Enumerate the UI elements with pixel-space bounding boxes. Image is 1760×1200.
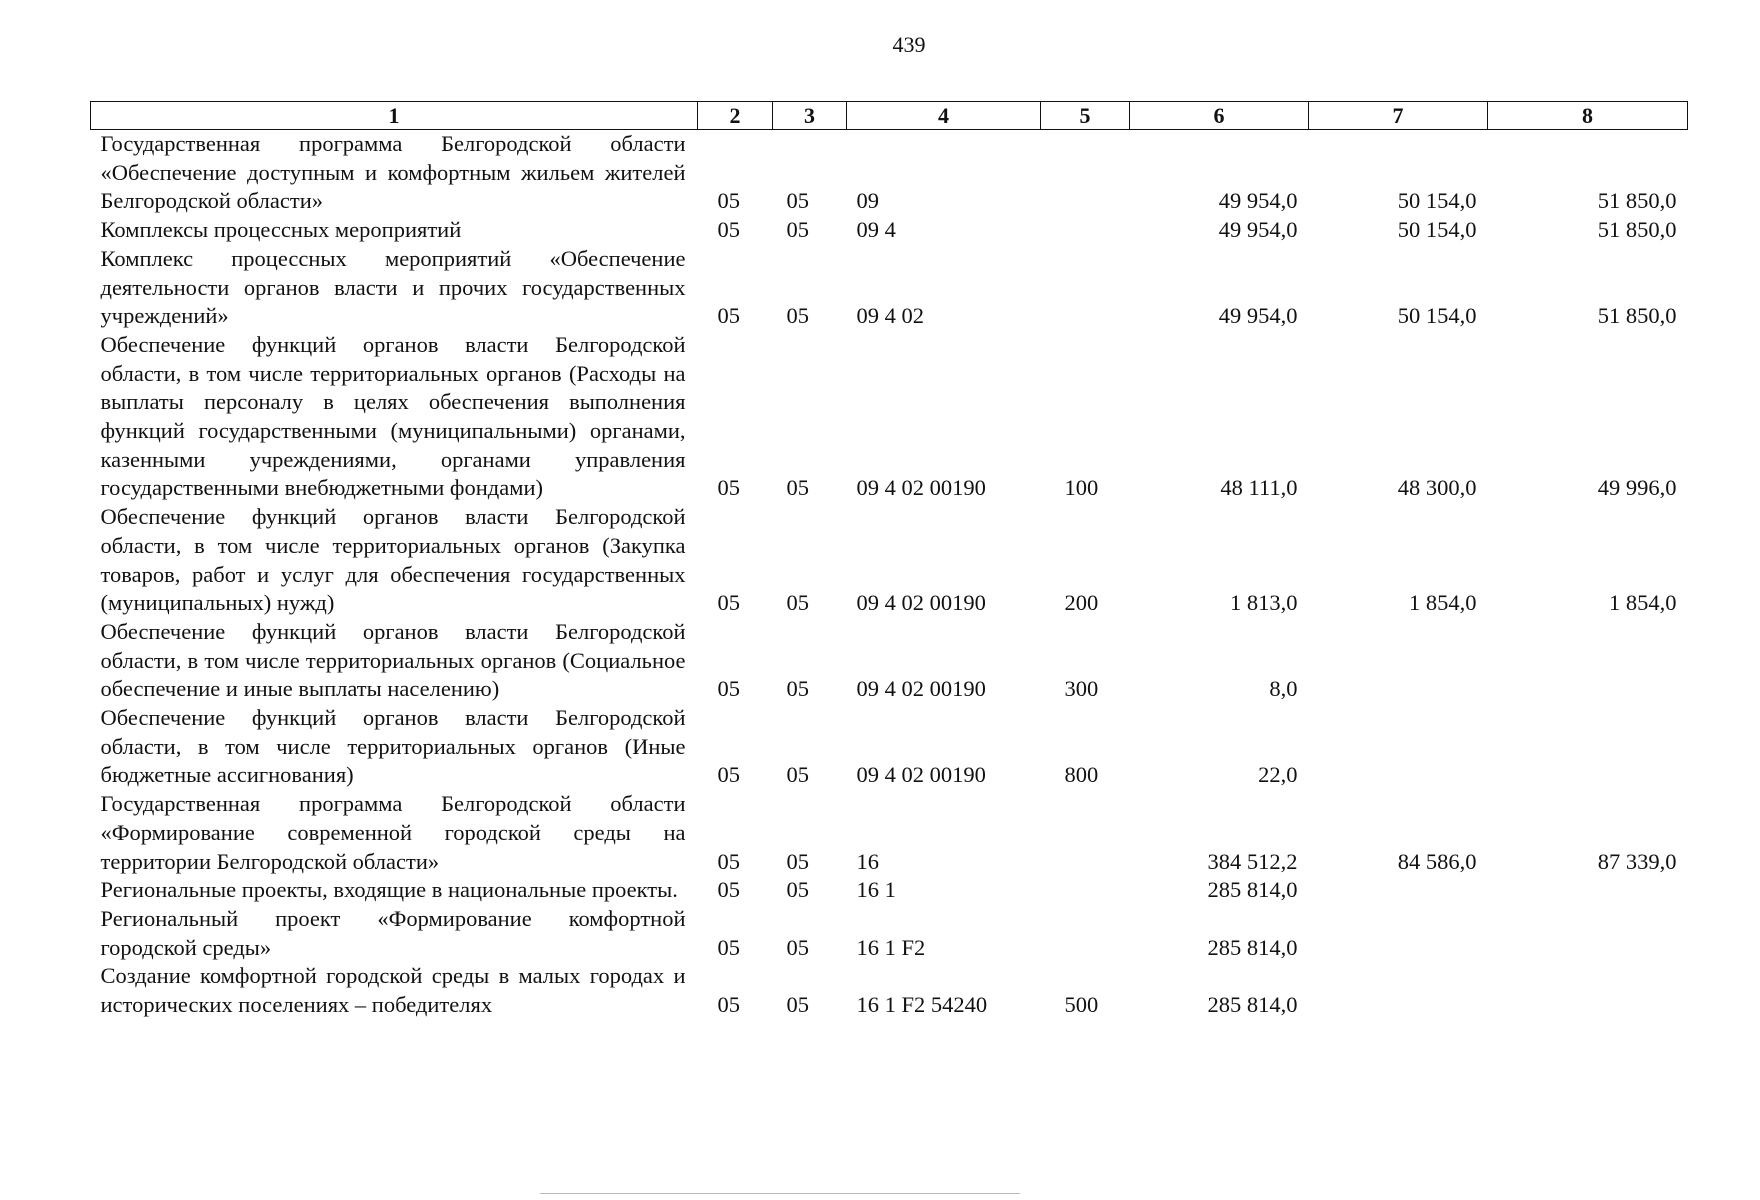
cell-name: Обеспечение функций органов власти Белгородской области, в том числе территориальных органов (Закупка товаров, работ и услуг для обеспечения государственных (муниципальных) нужд) xyxy=(100,504,686,616)
cell-expense-type: 200 xyxy=(1064,590,1099,616)
cell-name: Обеспечение функций органов власти Белгородской области, в том числе территориальных органов (Социальное обеспечение и иные выплаты населению) xyxy=(100,618,686,702)
cell-amount-col7 xyxy=(1309,618,1488,704)
cell-amount-col7: 50 154,0 xyxy=(1397,217,1477,243)
cell-name: Государственная программа Белгородской области «Формирование современной городской среды на территории Белгородской области» xyxy=(100,791,686,874)
cell-amount-col7 xyxy=(1309,704,1488,790)
table-body xyxy=(91,130,1688,1020)
scan-artifact-line xyxy=(540,1193,1020,1194)
cell-amount-col8: 51 850,0 xyxy=(1597,217,1677,243)
cell-amount-col6: 49 954,0 xyxy=(1218,188,1298,214)
header-col-1: 1 xyxy=(91,102,698,130)
cell-target-article: 09 4 02 00190 xyxy=(856,475,986,501)
table-row xyxy=(91,876,1688,905)
cell-amount-col8 xyxy=(1488,704,1688,790)
header-col-4: 4 xyxy=(847,102,1041,130)
table-row xyxy=(91,130,1688,217)
cell-name: Комплекс процессных мероприятий «Обеспечение деятельности органов власти и прочих государственных учреждений» xyxy=(100,245,686,329)
cell-name: Региональные проекты, входящие в национальные проекты. xyxy=(100,877,678,903)
cell-section: 05 xyxy=(717,590,740,616)
cell-name: Создание комфортной городской среды в малых городах и исторических поселениях – победителях xyxy=(100,963,686,1018)
cell-expense-type xyxy=(1041,216,1130,245)
cell-target-article: 16 1 F2 xyxy=(856,934,926,960)
cell-amount-col7: 50 154,0 xyxy=(1397,188,1477,214)
cell-target-article: 09 4 02 00190 xyxy=(856,590,986,616)
cell-amount-col7: 48 300,0 xyxy=(1397,475,1477,501)
cell-expense-type xyxy=(1041,876,1130,905)
cell-expense-type xyxy=(1041,790,1130,876)
header-col-6: 6 xyxy=(1130,102,1309,130)
cell-target-article: 16 xyxy=(856,848,879,874)
cell-target-article: 09 4 02 00190 xyxy=(856,676,986,702)
cell-amount-col8 xyxy=(1488,962,1688,1019)
cell-target-article: 09 xyxy=(856,188,879,214)
cell-subsection: 05 xyxy=(786,676,809,702)
cell-amount-col6: 285 814,0 xyxy=(1207,992,1298,1018)
cell-section: 05 xyxy=(717,303,740,329)
cell-amount-col6: 1 813,0 xyxy=(1230,590,1298,616)
cell-amount-col8: 1 854,0 xyxy=(1609,590,1677,616)
cell-amount-col7 xyxy=(1309,962,1488,1019)
cell-amount-col8: 87 339,0 xyxy=(1597,848,1677,874)
cell-amount-col8 xyxy=(1488,905,1688,962)
cell-amount-col7: 84 586,0 xyxy=(1397,848,1477,874)
header-col-8: 8 xyxy=(1488,102,1688,130)
cell-target-article: 09 4 02 00190 xyxy=(856,762,986,788)
budget-table xyxy=(90,101,1688,1020)
table-row xyxy=(91,216,1688,245)
cell-amount-col6: 48 111,0 xyxy=(1220,475,1298,501)
cell-subsection: 05 xyxy=(786,217,809,243)
table-row xyxy=(91,790,1688,876)
cell-amount-col7 xyxy=(1309,905,1488,962)
cell-expense-type: 300 xyxy=(1064,676,1099,702)
cell-section: 05 xyxy=(717,475,740,501)
cell-amount-col6: 384 512,2 xyxy=(1207,848,1298,874)
cell-section: 05 xyxy=(717,877,740,903)
cell-subsection: 05 xyxy=(786,303,809,329)
cell-subsection: 05 xyxy=(786,848,809,874)
cell-section: 05 xyxy=(717,848,740,874)
cell-name: Государственная программа Белгородской области «Обеспечение доступным и комфортным жильем жителей Белгородской области» xyxy=(100,131,686,214)
cell-name: Обеспечение функций органов власти Белгородской области, в том числе территориальных органов (Расходы на выплаты персоналу в целях обеспечения выполнения функций государственными (муниципальными) органами, казенными учреждениями, органами управления государственными внебюджетными фондами) xyxy=(100,331,686,501)
table-header xyxy=(91,102,1688,130)
table-row xyxy=(91,905,1688,962)
cell-target-article: 09 4 02 xyxy=(856,303,924,329)
cell-subsection: 05 xyxy=(786,188,809,214)
cell-amount-col8: 51 850,0 xyxy=(1597,303,1677,329)
header-col-7: 7 xyxy=(1309,102,1488,130)
cell-amount-col7: 50 154,0 xyxy=(1397,303,1477,329)
cell-section: 05 xyxy=(717,992,740,1018)
cell-amount-col8 xyxy=(1488,618,1688,704)
cell-subsection: 05 xyxy=(786,877,809,903)
cell-expense-type: 800 xyxy=(1064,762,1099,788)
cell-amount-col6: 22,0 xyxy=(1258,762,1298,788)
cell-expense-type xyxy=(1041,245,1130,331)
cell-section: 05 xyxy=(717,676,740,702)
table-row xyxy=(91,962,1688,1019)
cell-amount-col8: 49 996,0 xyxy=(1597,475,1677,501)
header-row xyxy=(91,102,1688,130)
cell-expense-type: 100 xyxy=(1064,475,1099,501)
table-row xyxy=(91,331,1688,503)
cell-amount-col6: 49 954,0 xyxy=(1218,303,1298,329)
header-col-5: 5 xyxy=(1041,102,1130,130)
page-number: 439 xyxy=(892,32,926,57)
cell-amount-col6: 285 814,0 xyxy=(1207,934,1298,960)
header-col-3: 3 xyxy=(773,102,847,130)
cell-name: Комплексы процессных мероприятий xyxy=(100,217,462,243)
cell-section: 05 xyxy=(717,188,740,214)
cell-section: 05 xyxy=(717,934,740,960)
cell-section: 05 xyxy=(717,217,740,243)
cell-name: Обеспечение функций органов власти Белгородской области, в том числе территориальных органов (Иные бюджетные ассигнования) xyxy=(100,705,686,788)
table-row xyxy=(91,704,1688,790)
cell-amount-col8: 51 850,0 xyxy=(1597,188,1677,214)
cell-amount-col6: 8,0 xyxy=(1269,676,1298,702)
table-row xyxy=(91,245,1688,331)
cell-expense-type xyxy=(1041,905,1130,962)
cell-target-article: 16 1 xyxy=(856,877,896,903)
cell-target-article: 16 1 F2 54240 xyxy=(856,992,988,1018)
cell-subsection: 05 xyxy=(786,992,809,1018)
cell-amount-col6: 49 954,0 xyxy=(1218,217,1298,243)
cell-amount-col7: 1 854,0 xyxy=(1409,590,1477,616)
cell-expense-type xyxy=(1041,130,1130,217)
cell-amount-col8 xyxy=(1488,876,1688,905)
table-row xyxy=(91,503,1688,618)
cell-subsection: 05 xyxy=(786,762,809,788)
cell-amount-col7 xyxy=(1309,876,1488,905)
cell-expense-type: 500 xyxy=(1064,992,1099,1018)
cell-subsection: 05 xyxy=(786,590,809,616)
cell-name: Региональный проект «Формирование комфортной городской среды» xyxy=(100,905,686,960)
cell-subsection: 05 xyxy=(786,934,809,960)
cell-amount-col6: 285 814,0 xyxy=(1207,877,1298,903)
cell-target-article: 09 4 xyxy=(856,217,896,243)
table-row xyxy=(91,618,1688,704)
header-col-2: 2 xyxy=(698,102,773,130)
cell-subsection: 05 xyxy=(786,475,809,501)
cell-section: 05 xyxy=(717,762,740,788)
